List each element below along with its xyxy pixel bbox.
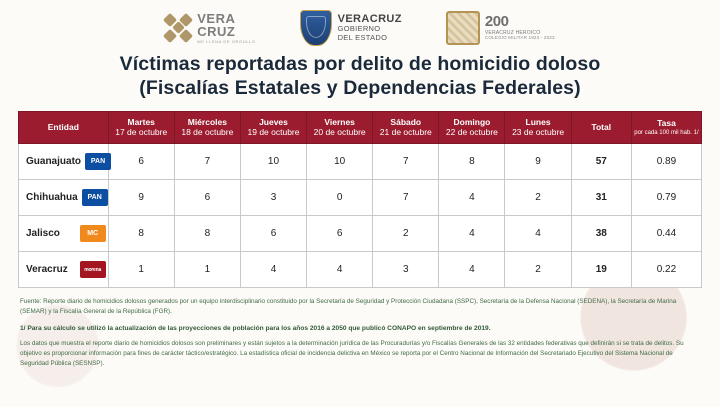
col-header-entidad (19, 111, 109, 143)
table-header (19, 111, 702, 143)
coat-of-arms-icon (300, 10, 332, 46)
col-header-total: Total (571, 111, 631, 143)
cell-viernes: 6 (307, 216, 373, 252)
col-header-domingo: Domingo 22 de octubre (439, 111, 505, 143)
bicentenario-logo (446, 11, 555, 45)
row-entity-cell (19, 180, 109, 216)
cell-tasa: 0.44 (631, 216, 701, 252)
cell-total: 57 (571, 144, 631, 180)
page-title (0, 52, 720, 101)
table-row (19, 252, 702, 288)
party-badge-icon: MC (80, 225, 106, 242)
footnote-2: Los datos que muestra el reporte diario de homicidios dolosos son preliminares y están sujetos a la determinación jurídica de las Procuradurías y/o Fiscalías Generales de las 32 entidades federativas que definirán si se trata de delitos. Su objetivo es proporcionar información para fines de carácter táctico/estratégico. La estadística oficial de incidencia delictiva en México se reporta por el Centro Nacional de Información del Secretariado Ejecutivo del Sistema Nacional de Seguridad Pública (SESNSP). (20, 340, 684, 367)
gobierno-logo-line2: GOBIERNO (337, 24, 381, 34)
cell-miercoles: 1 (174, 252, 240, 288)
cell-viernes: 10 (307, 144, 373, 180)
cell-sabado: 7 (373, 180, 439, 216)
row-entity-cell (19, 216, 109, 252)
cell-miercoles: 7 (174, 144, 240, 180)
cell-tasa: 0.89 (631, 144, 701, 180)
veracruz-logo-tagline: ME LLENA DE ORGULLO (197, 38, 256, 44)
table-row (19, 216, 702, 252)
col-header-jueves: Jueves 19 de octubre (240, 111, 306, 143)
gobierno-estado-logo (300, 10, 402, 46)
gobierno-logo-line3: DEL ESTADO (337, 32, 388, 42)
table-header-row (19, 111, 702, 143)
cell-tasa: 0.22 (631, 252, 701, 288)
cell-sabado: 2 (373, 216, 439, 252)
party-badge-icon: PAN (82, 189, 108, 206)
page-title-line1: Víctimas reportadas por delito de homicidio doloso (119, 53, 601, 75)
cell-sabado: 3 (373, 252, 439, 288)
veracruz-logo-line2: CRUZ (197, 23, 236, 39)
homicides-table (18, 111, 702, 288)
table-row (19, 180, 702, 216)
gobierno-logo-line1: VERACRUZ (337, 12, 402, 25)
cell-tasa: 0.79 (631, 180, 701, 216)
col-header-tasa: Tasa por cada 100 mil hab. 1/ (631, 111, 701, 143)
col-header-entidad-label: Entidad (47, 122, 79, 133)
col-header-lunes: Lunes 23 de octubre (505, 111, 571, 143)
cell-miercoles: 8 (174, 216, 240, 252)
col-header-martes: Martes 17 de octubre (108, 111, 174, 143)
col-header-sabado: Sábado 21 de octubre (373, 111, 439, 143)
cell-viernes: 4 (307, 252, 373, 288)
cell-miercoles: 6 (174, 180, 240, 216)
cell-domingo: 4 (439, 180, 505, 216)
cell-martes: 6 (108, 144, 174, 180)
row-entity-cell (19, 144, 109, 180)
cell-lunes: 2 (505, 252, 571, 288)
page-title-line2: (Fiscalías Estatales y Dependencias Federales) (139, 77, 581, 100)
footnote-1: 1/ Para su cálculo se utilizó la actualización de las proyecciones de población para los años 2016 a 2050 que publicó CONAPO en septiembre de 2019. (20, 324, 491, 332)
cell-martes: 1 (108, 252, 174, 288)
table-body (19, 144, 702, 288)
colegio-militar-icon (446, 11, 480, 45)
row-entity-cell (19, 252, 109, 288)
cell-jueves: 10 (240, 144, 306, 180)
cell-total: 19 (571, 252, 631, 288)
party-badge-icon: morena (80, 261, 106, 278)
entity-name: Veracruz (26, 264, 68, 275)
cell-lunes: 4 (505, 216, 571, 252)
entity-name: Chihuahua (26, 192, 78, 203)
veracruz-diamond-icon (165, 15, 191, 41)
cell-jueves: 4 (240, 252, 306, 288)
cell-domingo: 8 (439, 144, 505, 180)
party-badge-icon: PAN (85, 153, 111, 170)
bicentenario-line3: COLEGIO MILITAR 1823 - 2023 (484, 35, 555, 41)
cell-total: 38 (571, 216, 631, 252)
cell-domingo: 4 (439, 252, 505, 288)
cell-domingo: 4 (439, 216, 505, 252)
col-header-viernes: Viernes 20 de octubre (307, 111, 373, 143)
cell-sabado: 7 (373, 144, 439, 180)
logo-bar (0, 0, 720, 46)
bicentenario-line2: VERACRUZ HEROICO (484, 29, 541, 36)
cell-jueves: 6 (240, 216, 306, 252)
table-row (19, 144, 702, 180)
source-note: Fuente: Reporte diario de homicidios dolosos generados por un equipo interdisciplinario constituido por la Secretaría de Seguridad y Protección Ciudadana (SSPC), Secretaría de la Defensa Nacional (SEDENA), la Secretaría de Marina (SEMAR) y la Fiscalía General de la República (FGR). (20, 298, 677, 315)
veracruz-brand-logo (165, 12, 255, 44)
entity-name: Guanajuato (26, 156, 82, 167)
cell-lunes: 9 (505, 144, 571, 180)
bicentenario-line1: 200 (484, 13, 509, 31)
col-header-miercoles: Miércoles 18 de octubre (174, 111, 240, 143)
cell-total: 31 (571, 180, 631, 216)
cell-martes: 9 (108, 180, 174, 216)
entity-name: Jalisco (26, 228, 60, 239)
footnotes (20, 297, 700, 369)
homicides-table-wrapper (18, 111, 702, 288)
veracruz-logo-line1: VERA (197, 10, 236, 26)
cell-viernes: 0 (307, 180, 373, 216)
cell-jueves: 3 (240, 180, 306, 216)
cell-lunes: 2 (505, 180, 571, 216)
cell-martes: 8 (108, 216, 174, 252)
